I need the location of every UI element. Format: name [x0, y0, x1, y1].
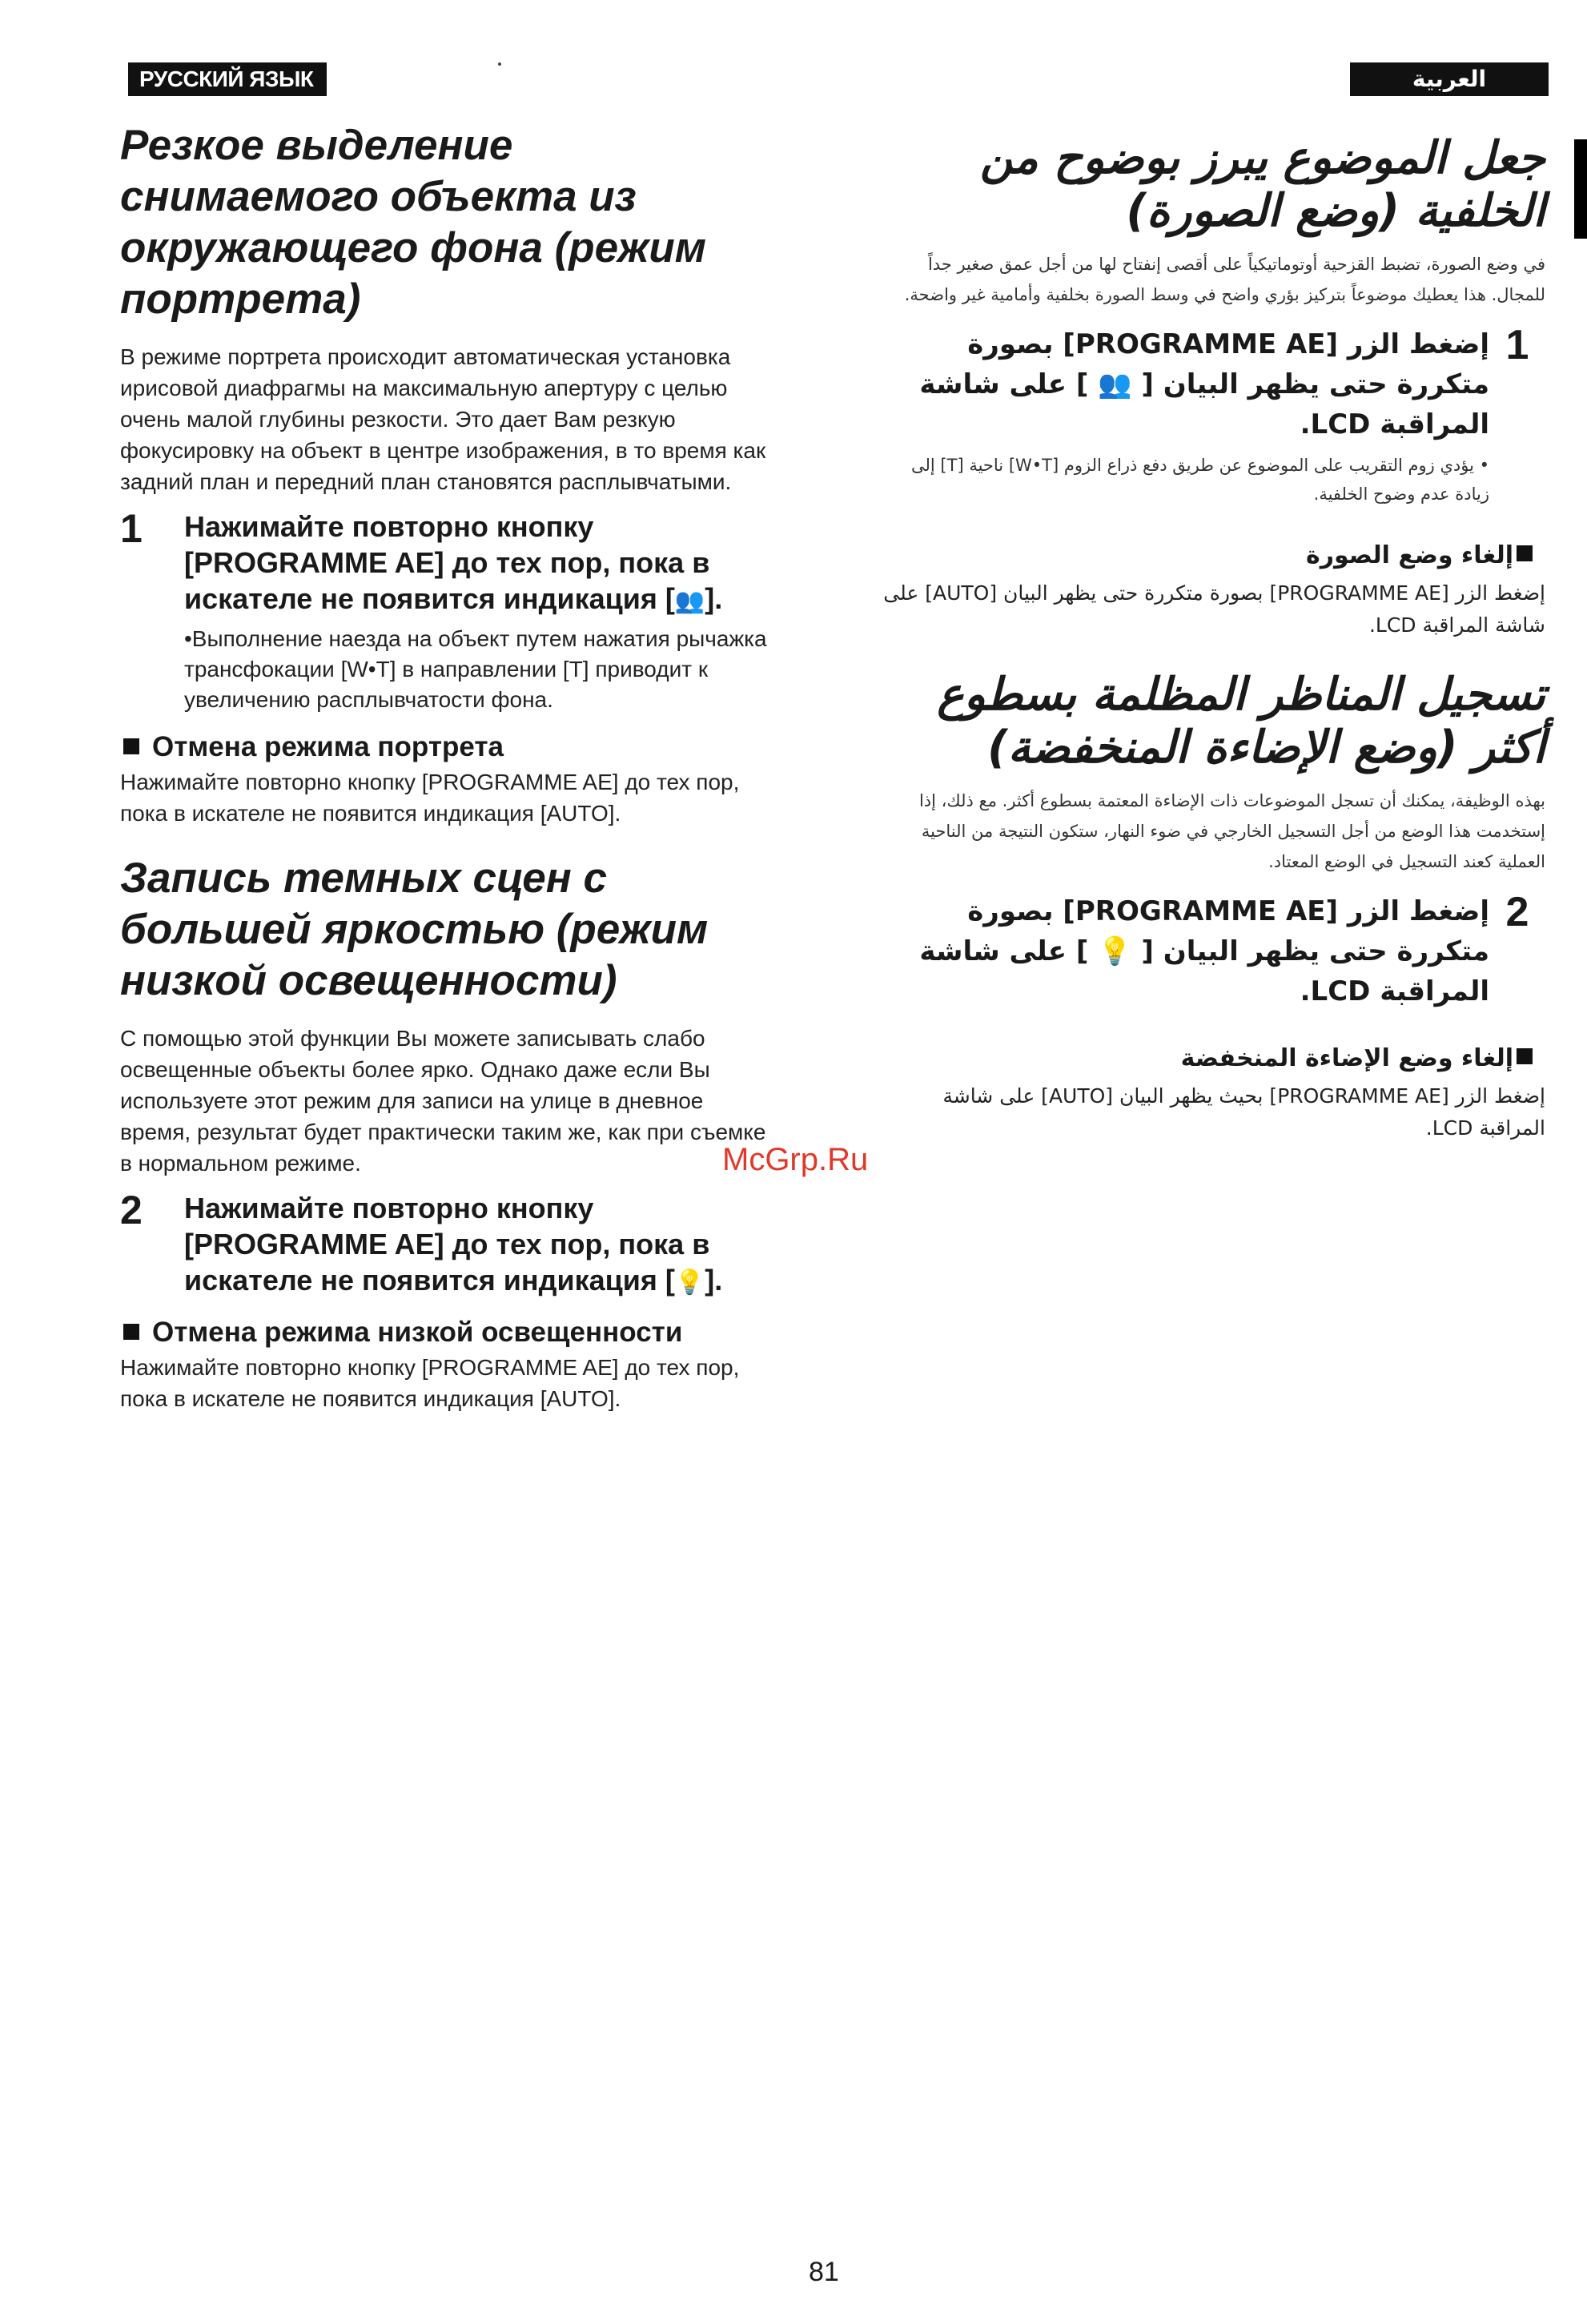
square-bullet-icon	[1517, 1048, 1533, 1064]
cancel-low-light-text-ar: إضغط الزر [PROGRAMME AE] بحيث يظهر البيان [AUTO] على شاشة المراقبة LCD.	[942, 1084, 1545, 1140]
portrait-mode-intro-ar: في وضع الصورة، تضبط القزحية أوتوماتيكياً على أقصى إنفتاح لها من أجل عمق صغير جداً للمجال. هذا يعطيك موضوعاً بتركيز بؤري واضح في وسط الصورة بخلفية وأمامية غير واضحة.	[904, 255, 1545, 304]
low-light-step-ar	[881, 891, 1545, 1011]
low-light-mode-title: Запись темных сцен с большей яркостью (режим низкой освещенности)	[120, 854, 709, 1004]
cancel-low-light-text: Нажимайте повторно кнопку [PROGRAMME AE] до тех пор, пока в искателе не появится индикация [AUTO].	[120, 1355, 740, 1411]
square-bullet-icon	[123, 738, 139, 754]
portrait-step-ar	[881, 324, 1545, 509]
site-watermark: McGrp.Ru	[722, 1142, 869, 1177]
low-light-icon: 💡	[674, 1269, 705, 1296]
cancel-low-light-heading-ar: إلغاء وضع الإضاءة المنخفضة	[881, 1042, 1545, 1076]
arabic-column	[881, 132, 1545, 1144]
step-number: 1	[1505, 322, 1529, 368]
cancel-portrait-text-ar: إضغط الزر [PROGRAMME AE] بصورة متكررة حتى يظهر البيان [AUTO] على شاشة المراقبة LCD.	[883, 581, 1545, 637]
page-number: 81	[809, 2257, 839, 2287]
step-note: •Выполнение наезда на объект путем нажатия рычажка трансфокации [W•T] в направлении [T] приводит к увеличению расплывчатости фона.	[184, 626, 767, 712]
step-instruction: Нажимайте повторно кнопку [PROGRAMME AE] до тех пор, пока в искателе не появится индикация [💡].	[184, 1190, 777, 1301]
step-instruction-ar: إضغط الزر [PROGRAMME AE] بصورة متكررة حتى يظهر البيان [ 💡 ] على شاشة المراقبة LCD.	[919, 895, 1489, 1007]
step-number: 1	[120, 506, 143, 551]
step-number: 2	[1505, 889, 1529, 935]
portrait-mode-intro: В режиме портрета происходит автоматическая установка ирисовой диафрагмы на максимальную апертуру с целью очень малой глубины резкости. Это дает Вам резкую фокусировку на объект в центре изображения, в то время как задний план и передний план становятся расплывчатыми.	[120, 344, 766, 494]
cancel-portrait-heading: Отмена режима портрета	[120, 730, 777, 765]
square-bullet-icon	[1517, 545, 1533, 561]
portrait-step	[120, 506, 777, 715]
step-number: 2	[120, 1188, 143, 1232]
low-light-step	[120, 1190, 777, 1301]
cancel-portrait-heading-ar: إلغاء وضع الصورة	[881, 539, 1545, 573]
step-instruction: Нажимайте повторно кнопку [PROGRAMME AE] до тех пор, пока в искателе не появится индикация [👥].	[184, 509, 777, 619]
portrait-icon: 👥	[674, 588, 705, 614]
print-speck	[498, 62, 501, 66]
square-bullet-icon	[123, 1324, 139, 1340]
low-light-mode-intro-ar: بهذه الوظيفة، يمكنك أن تسجل الموضوعات ذات الإضاءة المعتمة بسطوع أكثر. مع ذلك، إذا إستخدمت هذا الوضع من أجل التسجيل الخارجي في ضوء النهار، ستكون النتيجة من الناحية العملية كعند التسجيل في الوضع المعتاد.	[918, 791, 1545, 871]
low-light-mode-intro: С помощью этой функции Вы можете записывать слабо освещенные объекты более ярко. Однако даже если Вы используете этот режим для записи на улице в дневное время, результат будет практически таким же, как при съемке в нормальном режиме.	[120, 1026, 766, 1176]
portrait-mode-title-ar: جعل الموضوع يبرز بوضوح من الخلفية (وضع الصورة)	[979, 132, 1545, 237]
cancel-portrait-text: Нажимайте повторно кнопку [PROGRAMME AE] до тех пор, пока в искателе не появится индикация [AUTO].	[120, 770, 740, 826]
step-note-ar: • يؤدي زوم التقريب على الموضوع عن طريق دفع ذراع الزوم [W•T] ناحية [T] إلى زيادة عدم وضوح الخلفية.	[911, 456, 1489, 504]
language-tab-arabic: العربية	[1350, 62, 1549, 96]
cancel-low-light-heading: Отмена режима низкой освещенности	[120, 1315, 777, 1350]
step-instruction-ar: إضغط الزر [PROGRAMME AE] بصورة متكررة حتى يظهر البيان [ 👥 ] على شاشة المراقبة LCD.	[919, 328, 1489, 440]
language-tab-russian: РУССКИЙ ЯЗЫК	[128, 62, 327, 96]
page-edge-marker	[1574, 139, 1587, 239]
russian-column	[120, 120, 777, 1414]
portrait-mode-title: Резкое выделение снимаемого объекта из окружающего фона (режим портрета)	[120, 122, 707, 323]
low-light-mode-title-ar: تسجيل المناظر المظلمة بسطوع أكثر (وضع الإضاءة المنخفضة)	[937, 669, 1545, 774]
